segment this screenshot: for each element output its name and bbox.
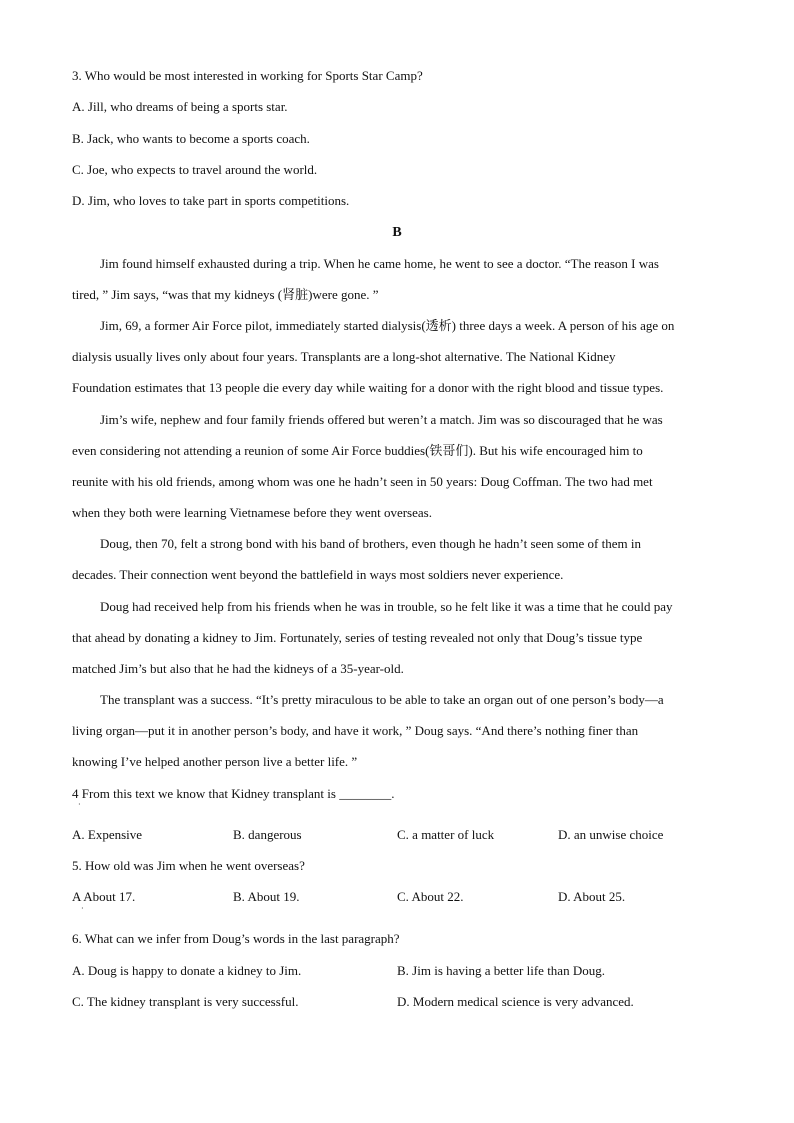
question-5: 5. How old was Jim when he went overseas? (72, 858, 305, 873)
passage-line: reunite with his old friends, among whom was one he hadn’t seen in 50 years: Doug Coffman. The two had met (72, 474, 653, 489)
question-4-option-d: D. an unwise choice (558, 827, 664, 842)
question-4: 4 From this text we know that Kidney transplant is ________. (72, 786, 395, 801)
question-3-option-d: D. Jim, who loves to take part in sports competitions. (72, 193, 350, 208)
section-heading-b: B (392, 225, 402, 240)
passage-line: Doug had received help from his friends when he was in trouble, so he felt like it was a time that he could pay (100, 599, 673, 614)
passage-line: even considering not attending a reunion of some Air Force buddies(铁哥们). But his wife encouraged him to (72, 443, 643, 458)
question-3-option-c: C. Joe, who expects to travel around the world. (72, 162, 318, 177)
decorative-dot: · (78, 800, 81, 809)
passage-line: when they both were learning Vietnamese before they went overseas. (72, 505, 432, 520)
passage-line: Foundation estimates that 13 people die every day while waiting for a donor with the right blood and tissue types. (72, 380, 664, 395)
passage-line: matched Jim’s but also that he had the kidneys of a 35-year-old. (72, 661, 404, 676)
passage-line: dialysis usually lives only about four years. Transplants are a long-shot alternative. The National Kidney (72, 349, 616, 364)
passage-line: knowing I’ve helped another person live a better life. ” (72, 754, 358, 769)
question-6: 6. What can we infer from Doug’s words in the last paragraph? (72, 931, 400, 946)
question-3-option-a: A. Jill, who dreams of being a sports star. (72, 99, 288, 114)
decorative-dot: · (81, 904, 84, 913)
question-4-option-c: C. a matter of luck (397, 827, 495, 842)
question-6-option-d: D. Modern medical science is very advanced. (397, 994, 634, 1009)
question-3: 3. Who would be most interested in working for Sports Star Camp? (72, 68, 423, 83)
question-5-option-a: A About 17. (72, 889, 136, 904)
passage-line: tired, ” Jim says, “was that my kidneys (肾脏)were gone. ” (72, 287, 379, 302)
passage-line: Jim, 69, a former Air Force pilot, immediately started dialysis(透析) three days a week. A person of his age on (100, 318, 675, 333)
question-5-option-c: C. About 22. (397, 889, 464, 904)
passage-line: Jim found himself exhausted during a trip. When he came home, he went to see a doctor. “The reason I was (100, 256, 659, 271)
passage-line: living organ—put it in another person’s body, and have it work, ” Doug says. “And there’s nothing finer than (72, 723, 639, 738)
question-4-option-b: B. dangerous (233, 827, 302, 842)
passage-line: that ahead by donating a kidney to Jim. Fortunately, series of testing revealed not only that Doug’s tissue type (72, 630, 643, 645)
question-6-option-c: C. The kidney transplant is very successful. (72, 994, 299, 1009)
question-4-option-a: A. Expensive (72, 827, 143, 842)
question-6-option-a: A. Doug is happy to donate a kidney to Jim. (72, 963, 302, 978)
passage-line: Doug, then 70, felt a strong bond with his band of brothers, even though he hadn’t seen some of them in (100, 536, 641, 551)
passage-line: The transplant was a success. “It’s pretty miraculous to be able to take an organ out of one person’s body—a (100, 692, 664, 707)
question-5-option-b: B. About 19. (233, 889, 300, 904)
question-6-option-b: B. Jim is having a better life than Doug. (397, 963, 605, 978)
passage-line: decades. Their connection went beyond the battlefield in ways most soldiers never experience. (72, 567, 564, 582)
passage-line: Jim’s wife, nephew and four family friends offered but weren’t a match. Jim was so discouraged that he was (100, 412, 663, 427)
question-5-option-d: D. About 25. (558, 889, 626, 904)
question-3-option-b: B. Jack, who wants to become a sports coach. (72, 131, 310, 146)
